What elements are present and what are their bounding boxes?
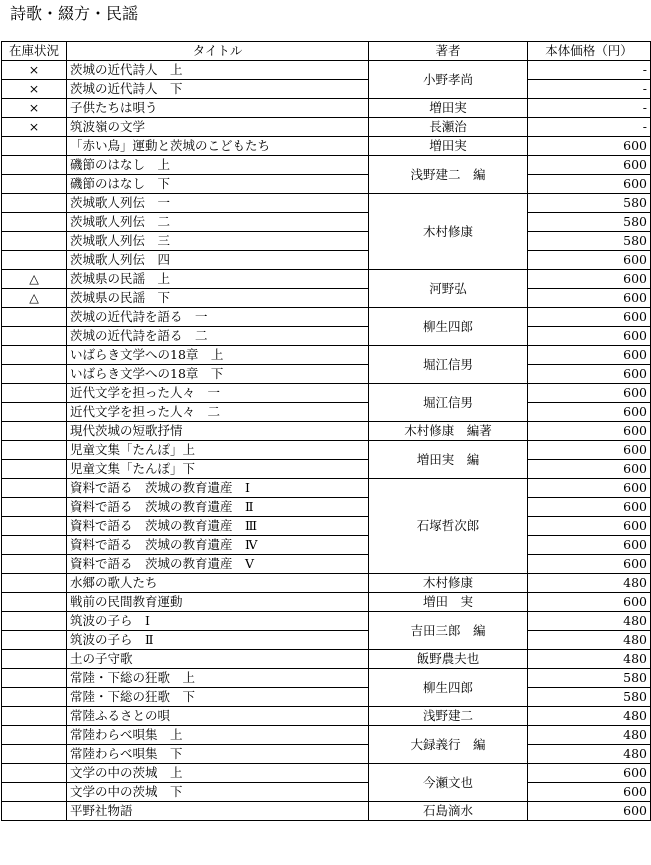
title-cell: 茨城歌人列伝 一 (67, 194, 369, 213)
title-cell: 磯節のはなし 上 (67, 156, 369, 175)
table-row (2, 289, 651, 308)
price-cell: 600 (528, 802, 651, 821)
stock-cell (2, 327, 67, 346)
title-cell: 常陸・下総の狂歌 上 (67, 669, 369, 688)
price-cell: 580 (528, 232, 651, 251)
author-cell: 石島滴水 (369, 802, 528, 821)
table-row (2, 441, 651, 460)
table-row (2, 460, 651, 479)
table-row (2, 422, 651, 441)
column-header-title: タイトル (67, 42, 369, 61)
price-cell: 480 (528, 745, 651, 764)
title-cell: 文学の中の茨城 上 (67, 764, 369, 783)
table-row (2, 593, 651, 612)
stock-cell (2, 517, 67, 536)
title-cell: 茨城の近代詩人 上 (67, 61, 369, 80)
table-row (2, 707, 651, 726)
table-row (2, 346, 651, 365)
price-cell: 480 (528, 631, 651, 650)
price-cell: 600 (528, 517, 651, 536)
table-row (2, 536, 651, 555)
stock-cell (2, 175, 67, 194)
title-cell: 茨城歌人列伝 二 (67, 213, 369, 232)
table-row (2, 61, 651, 80)
price-cell: 600 (528, 460, 651, 479)
stock-cell (2, 479, 67, 498)
price-cell: 480 (528, 574, 651, 593)
title-cell: 常陸わらべ唄集 下 (67, 745, 369, 764)
stock-cell (2, 232, 67, 251)
stock-cell (2, 555, 67, 574)
stock-cell (2, 783, 67, 802)
table-row (2, 80, 651, 99)
table-row (2, 688, 651, 707)
stock-cell (2, 612, 67, 631)
table-row (2, 745, 651, 764)
price-cell: 600 (528, 175, 651, 194)
title-cell: 児童文集「たんぽ」上 (67, 441, 369, 460)
author-cell: 吉田三郎 編 (369, 612, 528, 650)
title-cell: 平野社物語 (67, 802, 369, 821)
price-cell: 600 (528, 783, 651, 802)
table-row (2, 327, 651, 346)
column-header-author: 著者 (369, 42, 528, 61)
stock-cell (2, 441, 67, 460)
stock-cell (2, 156, 67, 175)
title-cell: 茨城歌人列伝 三 (67, 232, 369, 251)
table-row (2, 403, 651, 422)
title-cell: 資料で語る 茨城の教育遺産 Ⅳ (67, 536, 369, 555)
stock-cell (2, 764, 67, 783)
title-cell: 文学の中の茨城 下 (67, 783, 369, 802)
title-cell: 子供たちは唄う (67, 99, 369, 118)
price-cell: 480 (528, 612, 651, 631)
price-cell: 580 (528, 213, 651, 232)
table-row (2, 251, 651, 270)
author-cell: 柳生四郎 (369, 308, 528, 346)
stock-cell (2, 574, 67, 593)
title-cell: 資料で語る 茨城の教育遺産 Ⅴ (67, 555, 369, 574)
author-cell: 木村修康 (369, 194, 528, 270)
stock-cell (2, 422, 67, 441)
title-cell: 茨城の近代詩を語る 二 (67, 327, 369, 346)
table-row (2, 365, 651, 384)
title-cell: 常陸わらべ唄集 上 (67, 726, 369, 745)
price-cell: 600 (528, 441, 651, 460)
author-cell: 堀江信男 (369, 346, 528, 384)
stock-cell (2, 726, 67, 745)
title-cell: 茨城の近代詩人 下 (67, 80, 369, 99)
stock-cell (2, 745, 67, 764)
stock-cell (2, 498, 67, 517)
title-cell: 筑波の子ら Ⅱ (67, 631, 369, 650)
title-cell: 資料で語る 茨城の教育遺産 Ⅱ (67, 498, 369, 517)
price-cell: - (528, 80, 651, 99)
title-cell: 茨城の近代詩を語る 一 (67, 308, 369, 327)
author-cell: 飯野農夫也 (369, 650, 528, 669)
author-cell: 増田実 (369, 137, 528, 156)
price-cell: 600 (528, 289, 651, 308)
stock-cell (2, 384, 67, 403)
stock-cell (2, 346, 67, 365)
author-cell: 大録義行 編 (369, 726, 528, 764)
title-cell: 児童文集「たんぽ」下 (67, 460, 369, 479)
title-cell: 筑波の子ら Ⅰ (67, 612, 369, 631)
stock-cell (2, 137, 67, 156)
page-title: 詩歌・綴方・民謡 (10, 4, 139, 23)
stock-cell: △ (2, 270, 67, 289)
title-cell: 近代文学を担った人々 一 (67, 384, 369, 403)
stock-cell (2, 802, 67, 821)
author-cell: 河野弘 (369, 270, 528, 308)
table-row (2, 118, 651, 137)
author-cell: 堀江信男 (369, 384, 528, 422)
title-cell: 筑波嶺の文学 (67, 118, 369, 137)
table-row (2, 650, 651, 669)
title-cell: 資料で語る 茨城の教育遺産 Ⅰ (67, 479, 369, 498)
stock-cell (2, 688, 67, 707)
table-row (2, 232, 651, 251)
table-row (2, 479, 651, 498)
price-cell: 600 (528, 764, 651, 783)
table-row (2, 270, 651, 289)
title-cell: 磯節のはなし 下 (67, 175, 369, 194)
column-header-stock: 在庫状況 (2, 42, 67, 61)
price-cell: 480 (528, 707, 651, 726)
price-cell: 600 (528, 308, 651, 327)
price-cell: 580 (528, 669, 651, 688)
price-cell: 600 (528, 479, 651, 498)
table-row (2, 99, 651, 118)
table-row (2, 213, 651, 232)
author-cell: 木村修康 (369, 574, 528, 593)
author-cell: 増田実 (369, 99, 528, 118)
price-cell: 480 (528, 650, 651, 669)
book-catalog-table (1, 41, 651, 821)
stock-cell (2, 194, 67, 213)
price-cell: 600 (528, 555, 651, 574)
table-header-row (2, 42, 651, 61)
title-cell: いばらき文学への18章 下 (67, 365, 369, 384)
title-cell: 戦前の民間教育運動 (67, 593, 369, 612)
table-row (2, 612, 651, 631)
title-cell: 資料で語る 茨城の教育遺産 Ⅲ (67, 517, 369, 536)
table-row (2, 194, 651, 213)
stock-cell (2, 308, 67, 327)
price-cell: 600 (528, 327, 651, 346)
price-cell: 600 (528, 593, 651, 612)
stock-cell (2, 365, 67, 384)
price-cell: 600 (528, 536, 651, 555)
title-cell: 茨城県の民謡 上 (67, 270, 369, 289)
price-cell: 600 (528, 384, 651, 403)
price-cell: 600 (528, 270, 651, 289)
table-row (2, 631, 651, 650)
price-cell: 600 (528, 137, 651, 156)
author-cell: 増田 実 (369, 593, 528, 612)
title-cell: 茨城歌人列伝 四 (67, 251, 369, 270)
table-row (2, 574, 651, 593)
title-cell: 水郷の歌人たち (67, 574, 369, 593)
stock-cell (2, 631, 67, 650)
title-cell: 土の子守歌 (67, 650, 369, 669)
table-row (2, 175, 651, 194)
stock-cell (2, 251, 67, 270)
price-cell: 600 (528, 346, 651, 365)
title-cell: 茨城県の民謡 下 (67, 289, 369, 308)
price-cell: - (528, 118, 651, 137)
price-cell: 600 (528, 403, 651, 422)
author-cell: 浅野建二 編 (369, 156, 528, 194)
stock-cell: × (2, 61, 67, 80)
price-cell: 480 (528, 726, 651, 745)
stock-cell (2, 213, 67, 232)
table-row (2, 783, 651, 802)
table-row (2, 308, 651, 327)
price-cell: 600 (528, 365, 651, 384)
table-row (2, 555, 651, 574)
table-row (2, 498, 651, 517)
stock-cell (2, 593, 67, 612)
stock-cell: △ (2, 289, 67, 308)
stock-cell (2, 460, 67, 479)
table-row (2, 156, 651, 175)
column-header-price: 本体価格（円） (528, 42, 651, 61)
price-cell: 580 (528, 194, 651, 213)
title-cell: 常陸ふるさとの唄 (67, 707, 369, 726)
table-body (2, 61, 651, 821)
table-row (2, 517, 651, 536)
author-cell: 浅野建二 (369, 707, 528, 726)
stock-cell (2, 536, 67, 555)
author-cell: 今瀬文也 (369, 764, 528, 802)
price-cell: 600 (528, 156, 651, 175)
author-cell: 長瀬治 (369, 118, 528, 137)
stock-cell (2, 403, 67, 422)
table-row (2, 764, 651, 783)
stock-cell: × (2, 99, 67, 118)
title-cell: 近代文学を担った人々 二 (67, 403, 369, 422)
title-cell: いばらき文学への18章 上 (67, 346, 369, 365)
stock-cell: × (2, 118, 67, 137)
title-cell: 常陸・下総の狂歌 下 (67, 688, 369, 707)
title-cell: 「赤い鳥」運動と茨城のこどもたち (67, 137, 369, 156)
price-cell: - (528, 99, 651, 118)
table-row (2, 802, 651, 821)
title-cell: 現代茨城の短歌抒情 (67, 422, 369, 441)
author-cell: 小野孝尚 (369, 61, 528, 99)
price-cell: - (528, 61, 651, 80)
stock-cell: × (2, 80, 67, 99)
author-cell: 柳生四郎 (369, 669, 528, 707)
stock-cell (2, 650, 67, 669)
author-cell: 木村修康 編著 (369, 422, 528, 441)
table-row (2, 669, 651, 688)
price-cell: 600 (528, 422, 651, 441)
stock-cell (2, 707, 67, 726)
table-row (2, 137, 651, 156)
author-cell: 増田実 編 (369, 441, 528, 479)
price-cell: 600 (528, 251, 651, 270)
table-row (2, 384, 651, 403)
stock-cell (2, 669, 67, 688)
price-cell: 600 (528, 498, 651, 517)
author-cell: 石塚哲次郎 (369, 479, 528, 574)
price-cell: 580 (528, 688, 651, 707)
table-row (2, 726, 651, 745)
